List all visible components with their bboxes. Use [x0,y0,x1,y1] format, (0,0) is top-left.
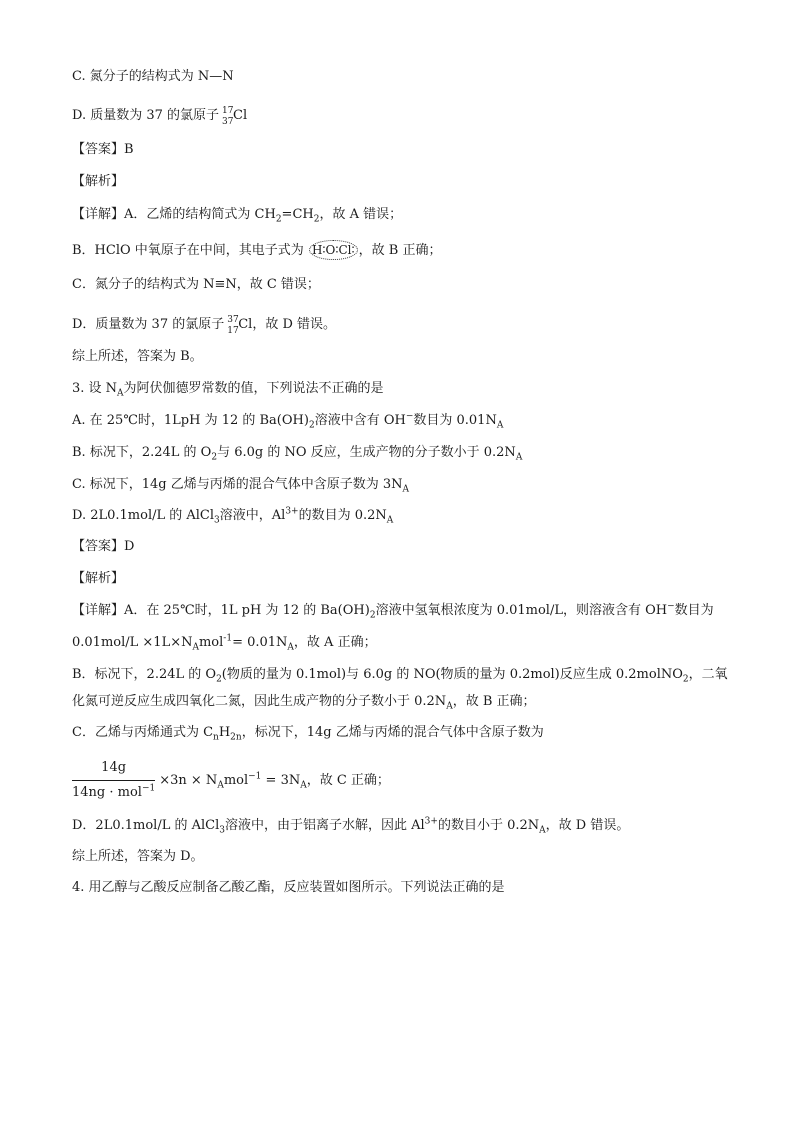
q3-option-c: C. 标况下，14g 乙烯与丙烯的混合气体中含原子数为 $3N_A$ [72,477,410,495]
option-c: C. 氮分子的结构式为 N—N [72,69,234,84]
q3-detail-c: C．乙烯与丙烯通式为 $C_nH_{2n}$，标况下，14g 乙烯与丙烯的混合气体中含原子数为 [72,725,544,743]
question-3: 3. 设 $N_A$为阿伏伽德罗常数的值，下列说法不正确的是 [72,381,384,399]
fraction: $\frac{14g}{14ng \cdot mol^{-1}}$ [72,760,156,800]
answer-label: 【答案】D [72,539,135,554]
q3-option-d: D. 2L0.1mol/L 的 AlCl$_3$溶液中，$Al^{3+}$的数目为 $0.2N_A$ [72,506,394,526]
q3-formula: $\frac{14g}{14ng \cdot mol^{-1}}$ $\times 3n \times N_Amol^{-1} = 3N_A$，故 C 正确； [72,758,734,803]
analysis-label: 【解析】 [72,174,125,189]
option-d: D. 质量数为 37 的氯原子 17 37 Cl [72,106,248,127]
electron-formula: H∶O∶Cl∶ [309,240,358,260]
chlorine-nuclide: 37 17 [227,315,239,336]
detail-d: D．质量数为 37 的氯原子 37 17 Cl，故 D 错误。 [72,315,337,336]
detail-b: B．HClO 中氧原子在中间，其电子式为 H∶O∶Cl∶ ，故 B 正确； [72,240,734,260]
chlorine-nuclide: 17 37 [222,106,234,127]
q3-detail-b-cont: 化氮可逆反应生成四氧化二氮，因此生成产物的分子数小于 $0.2N_A$，故 B 正确； [72,694,536,712]
q3-detail-b: B．标况下，2.24L 的 $O_2$(物质的量为 0.1mol)与 6.0g 的 NO(物质的量为 0.2mol)反应生成 0.2molNO$_2$，二氧 [72,667,728,685]
q3-detail-d: D．2L0.1mol/L 的 AlCl$_3$溶液中，由于铝离子水解，因此 $Al^{3+}$的数目小于 $0.2N_A$，故 D 错误。 [72,816,630,836]
detail-a: 【详解】A．乙烯的结构简式为 $CH_2=CH_2$，故 A 错误； [72,207,403,225]
summary-d: 综上所述，答案为 D。 [72,849,204,864]
answer-label: 【答案】B [72,142,134,157]
q3-option-b: B. 标况下，2.24L 的 $O_2$与 6.0g 的 NO 反应，生成产物的分子数小于 $0.2N_A$ [72,445,523,463]
q3-detail-a: 【详解】A．在 25℃时，1L pH 为 12 的 $Ba(OH)_2$溶液中氢氧根浓度为 0.01mol/L，则溶液含有 OH−数目为 [72,601,714,621]
q3-option-a: A. 在 25℃时，1LpH 为 12 的 $Ba(OH)_2$溶液中含有 OH−数目为 $0.01N_A$ [72,411,504,431]
summary-b: 综上所述，答案为 B。 [72,349,203,364]
detail-c: C．氮分子的结构式为 N≡N，故 C 错误； [72,277,320,292]
q3-detail-a-cont: $0.01mol/L \times 1L\times N_Amol^{-1}= 0.01N_A$，故 A 正确； [72,633,377,653]
analysis-label: 【解析】 [72,571,125,586]
question-4: 4. 用乙醇与乙酸反应制备乙酸乙酯，反应装置如图所示。下列说法正确的是 [72,880,505,895]
